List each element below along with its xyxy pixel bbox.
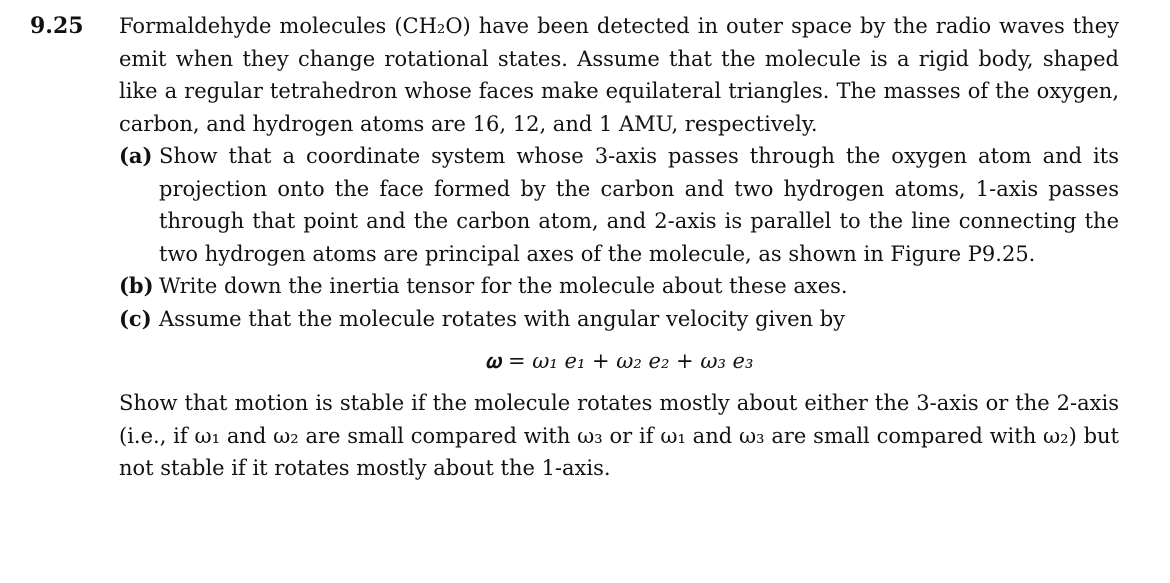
problem-body: [119, 10, 1119, 485]
problem-intro: Formaldehyde molecules (CH₂O) have been detected in outer space by the radio waves they emit when they change rotational states. Assume that the molecule is a rigid body, shaped like a regular tetrahedron whose faces make equilateral triangles. The masses of the oxygen, carbon, and hydrogen atoms are 16, 12, and 1 AMU, respectively.: [119, 14, 1119, 136]
part-a-letter: (a): [119, 143, 153, 168]
part-a-text: Show that a coordinate system whose 3-axis passes through the oxygen atom and its projection onto the face formed by the carbon and two hydrogen atoms, 1-axis passes through that point and the carbon atom, and 2-axis is parallel to the line connecting the two hydrogen atoms are principal axes of the molecule, as shown in Figure P9.25.: [159, 144, 1119, 266]
problem-number: 9.25: [30, 13, 84, 39]
problem-closing: Show that motion is stable if the molecule rotates mostly about either the 3-axis or the 2-axis (i.e., if ω₁ and ω₂ are small compared with ω₃ or if ω₁ and ω₃ are small compared with ω₂) but not stable if it rotates mostly about the 1-axis.: [119, 391, 1119, 480]
part-b: [119, 270, 1119, 303]
problem-parts: [119, 140, 1119, 335]
part-c: [119, 303, 1119, 336]
part-b-text: Write down the inertia tensor for the molecule about these axes.: [159, 274, 848, 298]
part-b-letter: (b): [119, 273, 154, 298]
part-c-text: Assume that the molecule rotates with angular velocity given by: [159, 306, 846, 331]
part-c-letter: (c): [119, 305, 152, 331]
part-a: [119, 140, 1119, 270]
angular-velocity-equation: 𝛚 = ω₁ e₁ + ω₂ e₂ + ω₃ e₃: [484, 349, 754, 373]
